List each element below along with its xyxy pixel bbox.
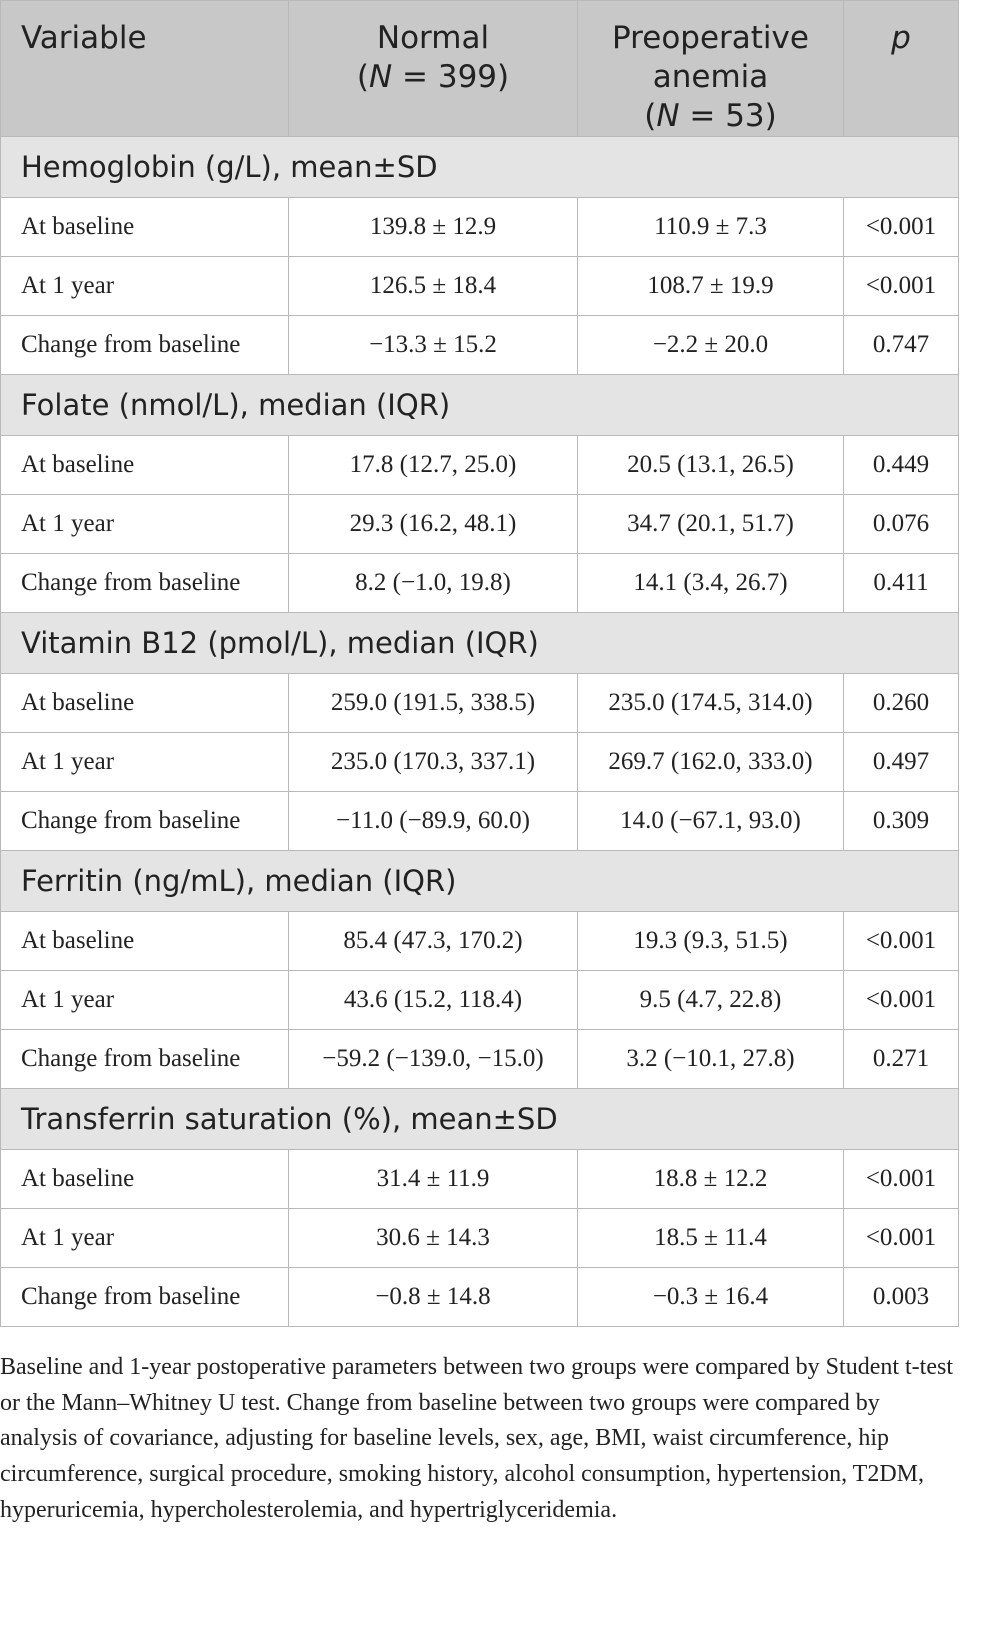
- header-anemia-title-line1: Preoperative: [612, 20, 809, 56]
- p-value: <0.001: [844, 971, 959, 1030]
- table-row: [1, 316, 959, 375]
- normal-value: 85.4 (47.3, 170.2): [289, 912, 578, 971]
- row-label: Change from baseline: [1, 554, 289, 613]
- table-row: [1, 1030, 959, 1089]
- anemia-value: −2.2 ± 20.0: [578, 316, 844, 375]
- table-row: [1, 436, 959, 495]
- row-label: At baseline: [1, 912, 289, 971]
- p-value: <0.001: [844, 912, 959, 971]
- row-label: At 1 year: [1, 257, 289, 316]
- row-label: Change from baseline: [1, 1030, 289, 1089]
- p-value: <0.001: [844, 198, 959, 257]
- row-label: At baseline: [1, 1150, 289, 1209]
- normal-value: −11.0 (−89.9, 60.0): [289, 792, 578, 851]
- p-value: 0.271: [844, 1030, 959, 1089]
- table-footnote: Baseline and 1-year postoperative parameters between two groups were compared by Student t-test or the Mann–Whitney U test. Change from baseline between two groups were compared by analysis of covariance, adjusting for baseline levels, sex, age, BMI, waist circumference, hip circumference, surgical procedure, smoking history, alcohol consumption, hypertension, T2DM, hyperuricemia, hypercholesterolemia, and hypertriglyceridemia.: [0, 1354, 954, 1523]
- row-label: At baseline: [1, 436, 289, 495]
- normal-value: 31.4 ± 11.9: [289, 1150, 578, 1209]
- p-value: 0.309: [844, 792, 959, 851]
- row-label: At 1 year: [1, 495, 289, 554]
- p-value: 0.747: [844, 316, 959, 375]
- p-value: <0.001: [844, 1209, 959, 1268]
- table-row: [1, 495, 959, 554]
- normal-value: 30.6 ± 14.3: [289, 1209, 578, 1268]
- section-title: Vitamin B12 (pmol/L), median (IQR): [1, 613, 959, 674]
- normal-value: −13.3 ± 15.2: [289, 316, 578, 375]
- p-value: <0.001: [844, 257, 959, 316]
- section-header-row: [1, 613, 959, 674]
- table-row: [1, 1268, 959, 1327]
- header-normal: Normal (N = 399): [289, 1, 578, 137]
- row-label: At 1 year: [1, 1209, 289, 1268]
- normal-value: 259.0 (191.5, 338.5): [289, 674, 578, 733]
- table-row: [1, 198, 959, 257]
- row-label: At baseline: [1, 198, 289, 257]
- normal-value: −59.2 (−139.0, −15.0): [289, 1030, 578, 1089]
- p-value: <0.001: [844, 1150, 959, 1209]
- normal-value: 43.6 (15.2, 118.4): [289, 971, 578, 1030]
- normal-value: 139.8 ± 12.9: [289, 198, 578, 257]
- table-row: [1, 733, 959, 792]
- section-header-row: [1, 1089, 959, 1150]
- anemia-value: 9.5 (4.7, 22.8): [578, 971, 844, 1030]
- header-variable: Variable: [1, 1, 289, 137]
- normal-value: 126.5 ± 18.4: [289, 257, 578, 316]
- section-title: Folate (nmol/L), median (IQR): [1, 375, 959, 436]
- p-value: 0.497: [844, 733, 959, 792]
- header-row: [1, 1, 959, 137]
- row-label: At 1 year: [1, 733, 289, 792]
- p-value: 0.411: [844, 554, 959, 613]
- normal-value: 235.0 (170.3, 337.1): [289, 733, 578, 792]
- anemia-value: 3.2 (−10.1, 27.8): [578, 1030, 844, 1089]
- row-label: Change from baseline: [1, 316, 289, 375]
- p-value: 0.449: [844, 436, 959, 495]
- header-anemia-n-value: = 53): [679, 98, 777, 134]
- anemia-value: 14.1 (3.4, 26.7): [578, 554, 844, 613]
- section-header-row: [1, 375, 959, 436]
- anemia-value: 18.5 ± 11.4: [578, 1209, 844, 1268]
- p-value: 0.076: [844, 495, 959, 554]
- anemia-value: −0.3 ± 16.4: [578, 1268, 844, 1327]
- section-title: Ferritin (ng/mL), median (IQR): [1, 851, 959, 912]
- table-row: [1, 554, 959, 613]
- table-row: [1, 1150, 959, 1209]
- section-title: Transferrin saturation (%), mean±SD: [1, 1089, 959, 1150]
- table-row: [1, 1209, 959, 1268]
- table-row: [1, 792, 959, 851]
- p-value: 0.260: [844, 674, 959, 733]
- header-normal-title: Normal: [376, 20, 490, 56]
- row-label: At baseline: [1, 674, 289, 733]
- table-row: [1, 971, 959, 1030]
- header-anemia: Preoperative anemia (N = 53): [578, 1, 844, 137]
- normal-value: 17.8 (12.7, 25.0): [289, 436, 578, 495]
- anemia-value: 34.7 (20.1, 51.7): [578, 495, 844, 554]
- normal-value: 8.2 (−1.0, 19.8): [289, 554, 578, 613]
- anemia-value: 110.9 ± 7.3: [578, 198, 844, 257]
- section-header-row: [1, 137, 959, 198]
- normal-value: 29.3 (16.2, 48.1): [289, 495, 578, 554]
- anemia-value: 108.7 ± 19.9: [578, 257, 844, 316]
- section-title: Hemoglobin (g/L), mean±SD: [1, 137, 959, 198]
- anemia-value: 269.7 (162.0, 333.0): [578, 733, 844, 792]
- row-label: Change from baseline: [1, 792, 289, 851]
- table-row: [1, 257, 959, 316]
- row-label: Change from baseline: [1, 1268, 289, 1327]
- p-value: 0.003: [844, 1268, 959, 1327]
- header-p-value: p: [844, 1, 959, 137]
- anemia-value: 18.8 ± 12.2: [578, 1150, 844, 1209]
- table-header: [1, 1, 959, 137]
- table-body: [1, 137, 959, 1327]
- row-label: At 1 year: [1, 971, 289, 1030]
- anemia-value: 235.0 (174.5, 314.0): [578, 674, 844, 733]
- table-row: [1, 674, 959, 733]
- header-normal-n-value: = 399): [392, 59, 510, 95]
- header-anemia-title-line2: anemia: [652, 59, 769, 95]
- section-header-row: [1, 851, 959, 912]
- anemia-value: 14.0 (−67.1, 93.0): [578, 792, 844, 851]
- normal-value: −0.8 ± 14.8: [289, 1268, 578, 1327]
- table-row: [1, 912, 959, 971]
- anemia-value: 19.3 (9.3, 51.5): [578, 912, 844, 971]
- header-anemia-n-symbol: N: [656, 98, 680, 134]
- anemia-value: 20.5 (13.1, 26.5): [578, 436, 844, 495]
- header-normal-n-symbol: N: [368, 59, 393, 95]
